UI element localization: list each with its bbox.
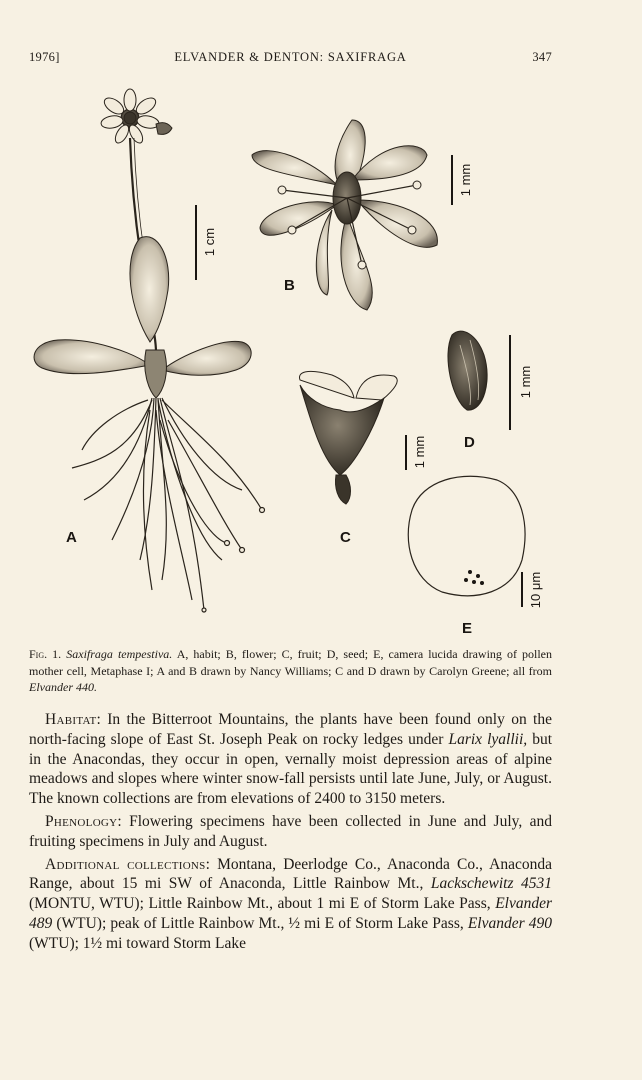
botanical-figure bbox=[22, 80, 602, 640]
pollen-cell-drawing bbox=[408, 476, 525, 595]
roots bbox=[72, 398, 265, 612]
collections-heading: Additional collections bbox=[45, 855, 206, 873]
scale-bar-c bbox=[406, 435, 427, 470]
header-title: ELVANDER & DENTON: SAXIFRAGA bbox=[174, 50, 407, 64]
label-d: D bbox=[464, 434, 475, 451]
flower-head bbox=[100, 89, 172, 145]
svg-text:1 mm: 1 mm bbox=[458, 163, 473, 197]
body-text bbox=[29, 710, 552, 957]
collections-paragraph: Additional collections: Montana, Deerlodge Co., Anaconda Co., Anaconda Range, about 15 mi SW of Anaconda, Little Rainbow Mt., Lackschewitz 4531 (MONTU, WTU); Little Rainbow Mt., about 1 mi E of Storm Lake Pass, Elvander 489 (WTU); peak of Little Rainbow Mt., ½ mi E of Storm Lake Pass, Elvander 490 (WTU); 1½ mi toward Storm Lake bbox=[29, 855, 553, 952]
scale-bar-e bbox=[522, 572, 543, 608]
label-a: A bbox=[66, 529, 77, 546]
page-number: 347 bbox=[532, 50, 552, 64]
label-b: B bbox=[284, 277, 295, 294]
phenology-heading: Phenology bbox=[45, 812, 118, 830]
habitat-heading: Habitat bbox=[45, 711, 97, 728]
habitat-paragraph: Habitat: In the Bitterroot Mountains, the plants have been found only on the north-facing slope of East St. Joseph Peak on rocky ledges under Larix lyallii, but in the Anacondas, they occur in open, vernally moist depression areas of alpine meadows and slopes where winter snow-fall persists until late June, July, or August. The known collections are from elevations of 2400 to 3150 meters. bbox=[29, 711, 553, 808]
phenology-paragraph: Phenology: Flowering specimens have been collected in June and July, and fruiting specimens in July and August. bbox=[29, 812, 552, 850]
flower-drawing bbox=[252, 120, 437, 310]
svg-text:1 mm: 1 mm bbox=[518, 365, 533, 399]
caption-fig-number: Fig. 1. bbox=[29, 647, 62, 661]
scale-bar-d bbox=[510, 335, 533, 430]
scale-bar-a bbox=[196, 205, 217, 280]
fruit-drawing bbox=[299, 371, 397, 504]
caption-voucher: Elvander 440. bbox=[29, 680, 97, 694]
figure-caption bbox=[29, 646, 552, 696]
figure-drawing bbox=[22, 80, 602, 640]
caption-text: A, habit; B, flower; C, fruit; D, seed; E, camera lucida drawing of pollen mother cell, Metaphase I; A and B drawn by Nancy Williams; C and D drawn by Carolyn Greene; all from bbox=[29, 647, 553, 678]
caption-taxon: Saxifraga tempestiva. bbox=[66, 647, 173, 661]
label-e: E bbox=[462, 620, 473, 637]
svg-text:1 mm: 1 mm bbox=[412, 435, 427, 469]
svg-text:1 cm: 1 cm bbox=[202, 227, 217, 257]
header-year: 1976] bbox=[29, 50, 60, 64]
label-c: C bbox=[340, 529, 351, 546]
svg-text:10 μm: 10 μm bbox=[528, 571, 543, 609]
running-header bbox=[29, 50, 552, 68]
seed-drawing bbox=[448, 331, 487, 410]
scale-bar-b bbox=[452, 155, 473, 205]
